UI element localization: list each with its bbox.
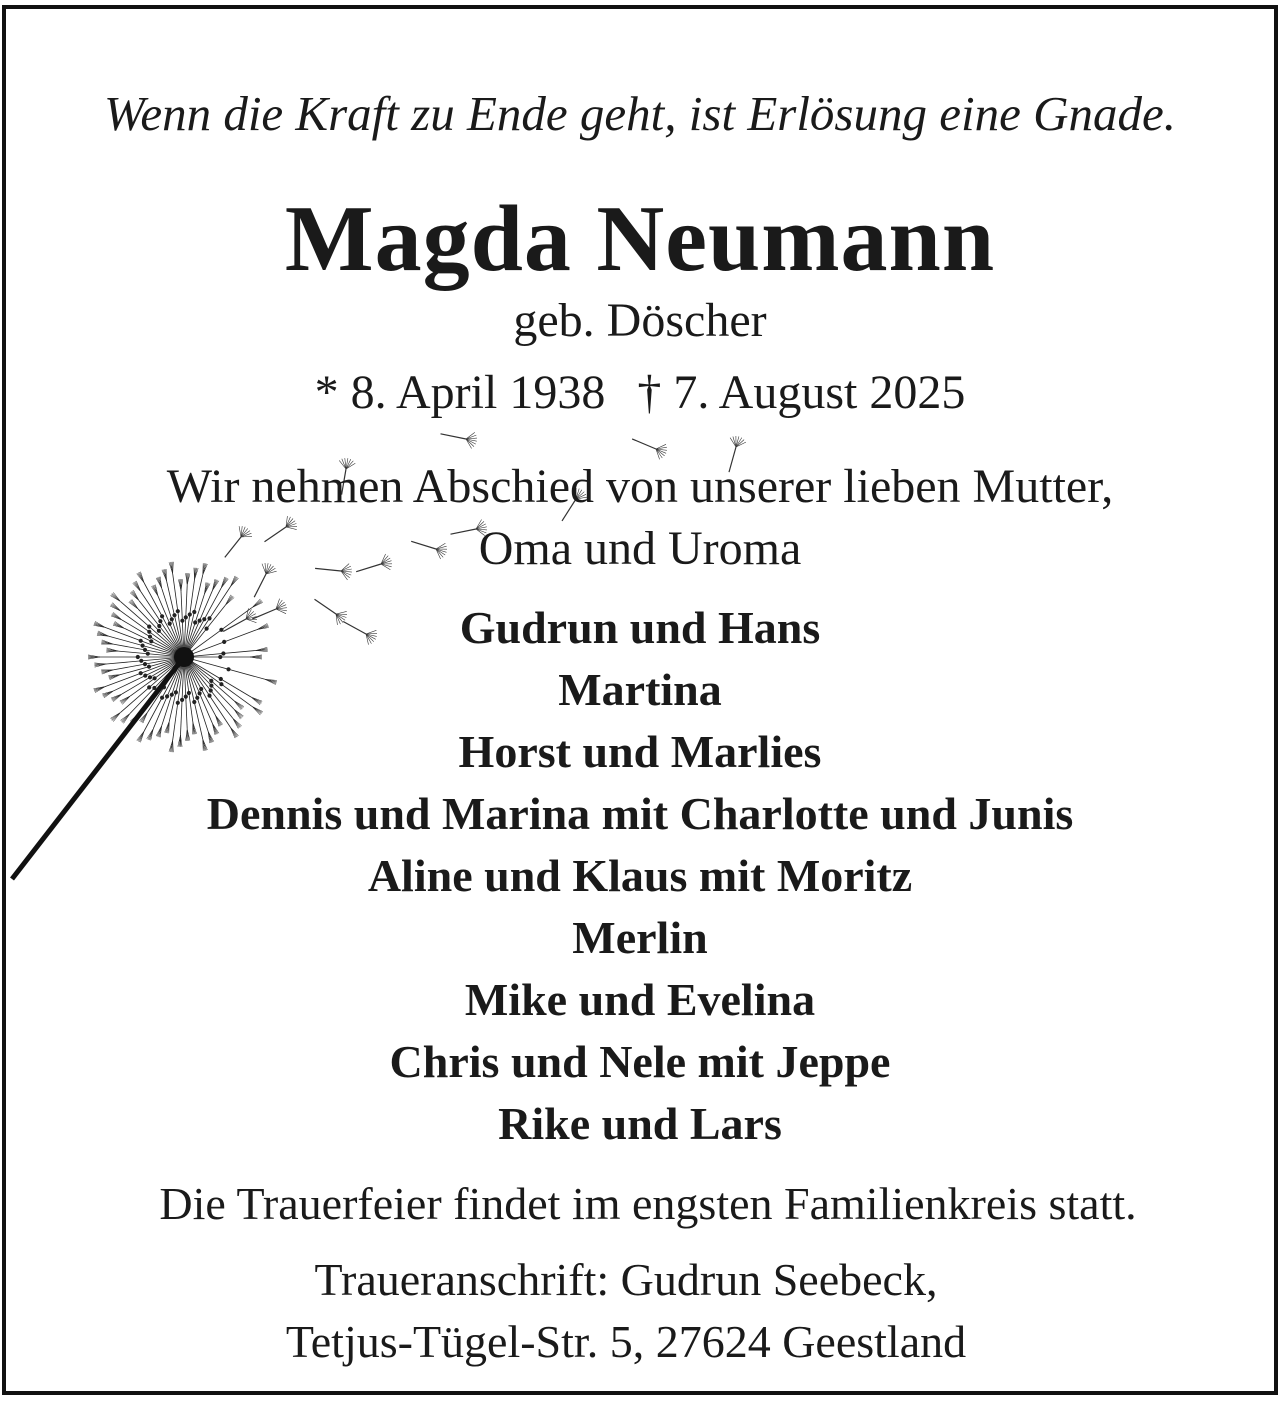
address-line-2: Tetjus-Tügel-Str. 5, 27624 Geestland (285, 1316, 967, 1367)
service-note: Die Trauerfeier findet im engsten Familienkreis statt. (159, 1178, 1137, 1229)
mourner-entry: Horst und Marlies (458, 726, 822, 777)
deceased-name: Magda Neumann (284, 187, 996, 291)
maiden-name: geb. Döscher (513, 294, 767, 347)
mourner-entry: Merlin (572, 912, 708, 963)
mourner-entry: Rike und Lars (498, 1098, 782, 1149)
birth-date: * 8. April 1938 (314, 366, 606, 419)
mourner-entry: Gudrun und Hans (459, 602, 821, 653)
mourner-entry: Mike und Evelina (464, 974, 816, 1025)
obituary-notice (2, 5, 1278, 1395)
farewell-line-1: Wir nehmen Abschied von unserer lieben Mutter, (166, 460, 1114, 513)
mourner-entry: Dennis und Marina mit Charlotte und Junis (206, 788, 1074, 839)
mourners-list (6, 599, 1274, 1157)
motto: Wenn die Kraft zu Ende geht, ist Erlösung eine Gnade. (104, 86, 1176, 141)
farewell-line-2: Oma und Uroma (478, 522, 802, 575)
life-dates (6, 365, 1274, 420)
mourner-entry: Chris und Nele mit Jeppe (389, 1036, 891, 1087)
mourner-entry: Martina (558, 664, 722, 715)
address-line-1: Traueranschrift: Gudrun Seebeck, (314, 1254, 938, 1305)
death-date: † 7. August 2025 (637, 366, 966, 419)
mourner-entry: Aline und Klaus mit Moritz (367, 850, 913, 901)
